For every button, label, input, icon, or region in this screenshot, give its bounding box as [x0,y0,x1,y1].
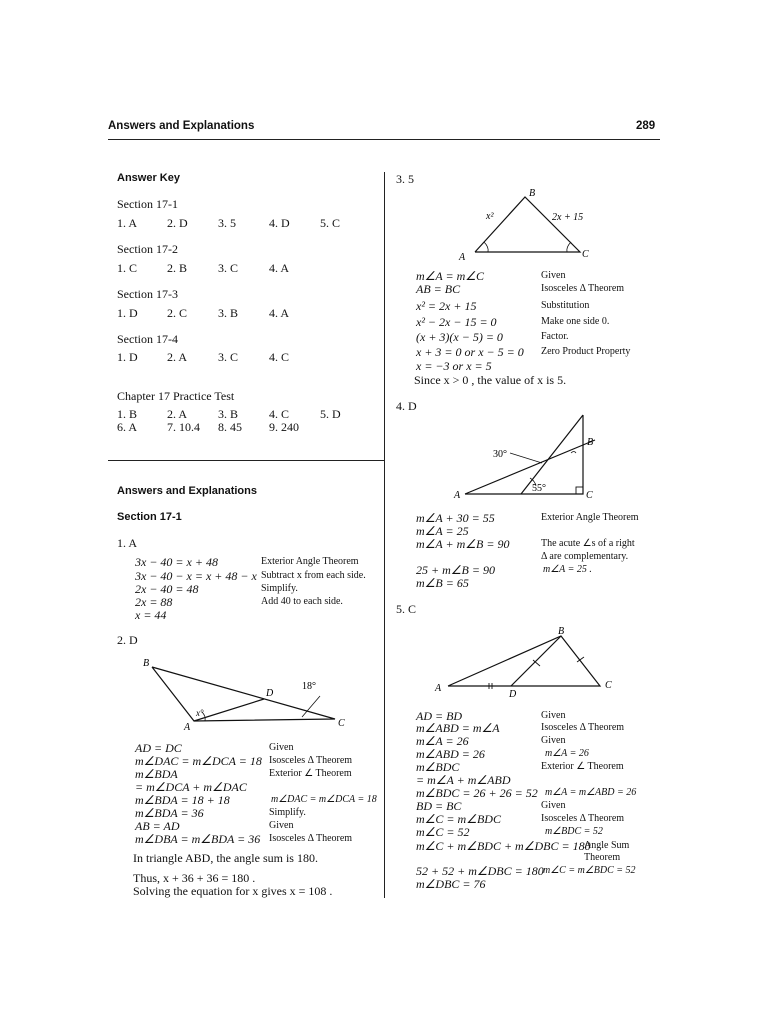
section-heading: Section 17-3 [117,287,178,301]
step-reason: The acute ∠s of a right [541,538,635,549]
closing-sentence: Since x > 0 , the value of x is 5. [414,373,567,387]
step-reason: Given [541,800,566,811]
section-heading: Section 17-1 [117,197,178,211]
angle-label-55: 55° [532,483,546,494]
step-expression: m∠BDA [135,767,178,781]
step-expression: 52 + 52 + m∠DBC = 180 [416,864,544,878]
vertex-label-a: A [454,490,461,501]
vertex-label-c: C [605,680,612,691]
page-number: 289 [636,120,656,132]
answer-item: 1. D [117,350,138,364]
figure-q4-triangle [450,410,610,505]
step-reason: Isosceles Δ Theorem [269,755,353,766]
answer-item: 4. A [269,306,290,320]
step-reason: Exterior ∠ Theorem [269,768,352,779]
section-heading: Section 17-2 [117,242,178,256]
vertex-label-d: D [266,688,274,699]
right-triangle-legs [465,415,583,494]
answer-item: 4. C [269,407,290,421]
answer-key-bottom-rule [108,460,384,461]
explanations-title: Answers and Explanations [117,485,257,497]
vertex-label-d: D [509,689,517,700]
step-expression: x = 44 [135,608,167,622]
step-reason: Given [269,742,294,753]
angle-label-30: 30° [493,449,507,460]
answer-item: 2. A [167,407,188,421]
step-expression: = m∠DCA + m∠DAC [135,780,247,794]
step-expression: AB = AD [135,819,180,833]
step-expression: m∠DAC = m∠DCA = 18 [135,754,262,768]
side-label-bc: 2x + 15 [552,212,584,223]
step-expression: x² = 2x + 15 [416,299,477,313]
step-expression: 3x − 40 − x = x + 48 − x [135,569,257,583]
step-expression: m∠C + m∠BDC + m∠DBC = 180 [416,839,591,853]
vertex-label-c: C [338,718,345,729]
side-label-ab: x² [486,211,494,222]
angle-arc-a [484,242,488,252]
step-expression: 25 + m∠B = 90 [416,563,495,577]
answer-item: 4. A [269,261,290,275]
step-reason: Simplify. [261,583,298,594]
step-reason: Make one side 0. [541,316,610,327]
step-reason: Exterior Angle Theorem [261,556,359,567]
step-expression: m∠A = m∠C [416,269,485,283]
triangle-abc [152,667,335,721]
step-reason: Given [541,710,566,721]
step-reason: Theorem [584,852,621,863]
question-4-label: 4. D [396,399,417,413]
step-reason: m∠A = m∠ABD = 26 [545,787,637,798]
answer-item: 3. 5 [218,216,236,230]
step-expression: = m∠A + m∠ABD [416,773,511,787]
step-expression: x + 3 = 0 or x − 5 = 0 [416,345,524,359]
step-expression: m∠BDC [416,760,460,774]
step-reason: Given [541,270,566,281]
vertex-label-b: B [529,188,536,199]
step-reason: Exterior ∠ Theorem [541,761,624,772]
step-reason: Subtract x from each side. [261,570,366,581]
step-expression: m∠A = 25 [416,524,469,538]
answer-item: 1. A [117,216,138,230]
answer-item: 7. 10.4 [167,420,200,434]
step-expression: m∠DBA = m∠BDA = 36 [135,832,261,846]
step-expression: m∠BDA = 18 + 18 [135,793,230,807]
figure-q3-triangle [450,184,600,264]
figure-q5-triangle [430,622,620,702]
step-reason: Simplify. [269,807,306,818]
step-expression: AB = BC [416,282,461,296]
step-expression: x² − 2x − 15 = 0 [416,315,497,329]
step-expression: AD = BD [416,709,463,723]
step-expression: 3x − 40 = x + 48 [135,555,218,569]
vertex-label-c: C [586,490,593,501]
step-reason: Substitution [541,300,590,311]
step-reason: Add 40 to each side. [261,596,343,607]
step-reason: Angle Sum [584,840,630,851]
step-expression: (x + 3)(x − 5) = 0 [416,330,503,344]
step-expression: m∠B = 65 [416,576,469,590]
step-reason: Exterior Angle Theorem [541,512,639,523]
question-5-label: 5. C [396,602,417,616]
question-2-label: 2. D [117,633,138,647]
step-expression: BD = BC [416,799,462,813]
practice-test-heading: Chapter 17 Practice Test [117,389,235,403]
right-angle-marker [576,487,583,494]
closing-sentence: Thus, x + 36 + 36 = 180 . [133,871,256,885]
question-3-label: 3. 5 [396,172,414,186]
answer-item: 3. B [218,407,239,421]
question-1-label: 1. A [117,536,138,550]
section-heading: Section 17-4 [117,332,178,346]
step-expression: m∠C = 52 [416,825,470,839]
vertex-label-a: A [459,252,466,263]
step-reason: Zero Product Property [541,346,631,357]
answer-key-title: Answer Key [117,172,180,184]
vertex-label-b: B [587,437,594,448]
answer-item: 5. D [320,407,341,421]
running-header-title: Answers and Explanations [108,120,255,132]
answer-item: 1. B [117,407,138,421]
step-reason: Factor. [541,331,569,342]
column-divider [384,172,385,898]
step-expression: AD = DC [135,741,182,755]
step-expression: m∠A = 26 [416,734,469,748]
angle-arc-c [567,242,571,252]
step-reason: Δ are complementary. [541,551,629,562]
triangle-abc [475,197,580,252]
step-reason: m∠A = 26 [545,748,589,759]
step-reason: Given [541,735,566,746]
step-expression: m∠C = m∠BDC [416,812,501,826]
step-reason: m∠BDC = 52 [545,826,603,837]
step-expression: m∠ABD = m∠A [416,721,500,735]
step-reason: m∠C = m∠BDC = 52 [543,865,636,876]
angle-arc-b [571,452,576,454]
segment-bd [511,636,561,686]
answer-item: 1. C [117,261,138,275]
vertex-label-a: A [184,722,191,733]
answer-item: 3. B [218,306,239,320]
closing-sentence: Solving the equation for x gives x = 108 . [133,884,333,898]
step-expression: m∠ABD = 26 [416,747,485,761]
segment-ad [194,699,264,721]
step-expression: 2x = 88 [135,595,173,609]
step-reason: m∠DAC = m∠DCA = 18 [271,794,377,805]
hypotenuse-ab [465,440,595,494]
answer-item: 2. A [167,350,188,364]
step-expression: m∠A + 30 = 55 [416,511,495,525]
vertex-label-b: B [558,626,565,637]
step-expression: m∠A + m∠B = 90 [416,537,510,551]
angle-pointer [510,453,542,463]
step-reason: m∠A = 25 . [543,564,592,575]
step-expression: m∠BDC = 26 + 26 = 52 [416,786,538,800]
header-rule [108,139,660,140]
angle-label-18: 18° [302,681,316,692]
answer-item: 9. 240 [269,420,299,434]
step-expression: m∠BDA = 36 [135,806,204,820]
angle-label-x: x° [196,708,204,718]
answer-item: 5. C [320,216,341,230]
step-expression: m∠DBC = 76 [416,877,486,891]
step-expression: x = −3 or x = 5 [416,359,492,373]
answer-item: 2. B [167,261,188,275]
explanations-section: Section 17-1 [117,511,182,523]
step-reason: Isosceles Δ Theorem [541,283,625,294]
answer-item: 3. C [218,261,239,275]
answer-item: 4. D [269,216,290,230]
vertex-label-b: B [143,658,150,669]
answer-item: 2. D [167,216,188,230]
transversal-line [521,415,583,494]
answer-item: 4. C [269,350,290,364]
answer-item: 1. D [117,306,138,320]
triangle-abc [448,636,600,686]
vertex-label-a: A [435,683,442,694]
answer-item: 8. 45 [218,420,242,434]
step-reason: Given [269,820,294,831]
step-reason: Isosceles Δ Theorem [269,833,353,844]
figure-q2-triangle [130,650,360,735]
answer-item: 6. A [117,420,138,434]
vertex-label-c: C [582,249,589,260]
step-expression: 2x − 40 = 48 [135,582,199,596]
closing-sentence: In triangle ABD, the angle sum is 180. [133,851,318,865]
answer-item: 2. C [167,306,188,320]
step-reason: Isosceles Δ Theorem [541,722,625,733]
answer-item: 3. C [218,350,239,364]
step-reason: Isosceles Δ Theorem [541,813,625,824]
